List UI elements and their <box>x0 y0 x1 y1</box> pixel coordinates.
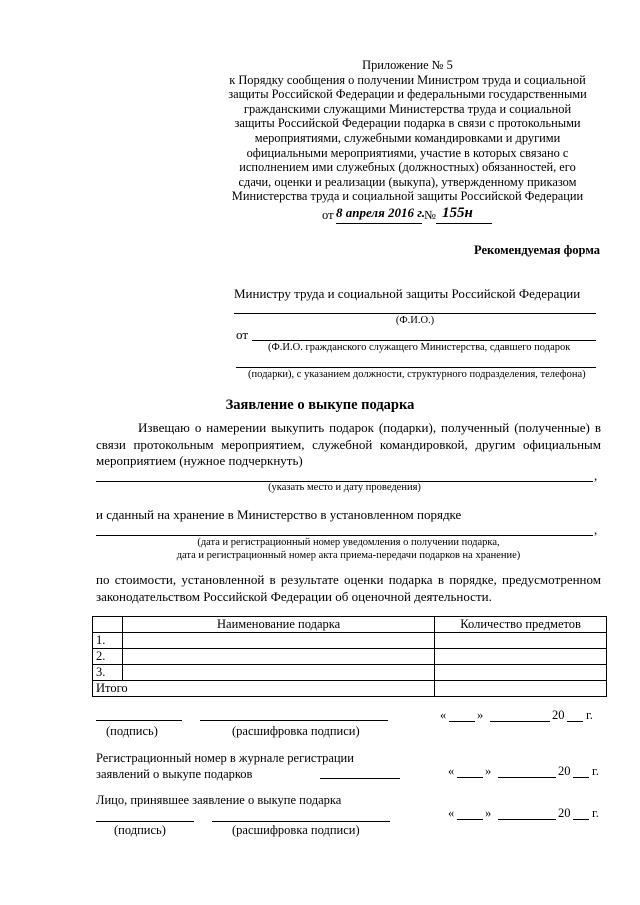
gift-name-cell[interactable] <box>122 649 434 665</box>
total-qty-cell[interactable] <box>435 681 607 697</box>
registration-label-2: заявлений о выкупе подарков <box>96 767 253 781</box>
accepted-signature-hint: (подпись) <box>114 823 166 837</box>
gifts-table <box>92 616 607 697</box>
signature-line[interactable] <box>96 720 182 721</box>
storage-input-line[interactable] <box>96 535 593 536</box>
storage-hint-2: дата и регистрационный номер акта приема-передачи подарков на хранение) <box>176 550 521 561</box>
row-number: 3. <box>93 665 123 681</box>
recommended-form-label: Рекомендуемая форма <box>474 243 600 257</box>
header-line: мероприятиями, служебными командировками и другими <box>254 130 561 145</box>
header-line: Министерства труда и социальной защиты Российской Федерации <box>231 189 584 204</box>
accepted-date-field[interactable] <box>448 806 603 822</box>
table-row <box>93 649 607 665</box>
addressee-to: Министру труда и социальной защиты Российской Федерации <box>234 286 581 301</box>
document-title: Заявление о выкупе подарка <box>225 397 415 413</box>
from-line[interactable] <box>252 340 596 341</box>
year-prefix: 20 <box>558 764 571 778</box>
total-label: Итого <box>93 681 435 697</box>
header-line: сдачи, оценки и реализации (выкупа), утвержденному приказом <box>238 174 577 189</box>
fio-line[interactable] <box>234 313 596 314</box>
gift-qty-cell[interactable] <box>435 665 607 681</box>
quote-open: « <box>448 764 455 778</box>
order-date-number <box>322 205 492 225</box>
table-total-row <box>93 681 607 697</box>
header-line: гражданскими служащими Министерства труда и социальной <box>243 101 572 116</box>
header-line: защиты Российской Федерации и федеральными государственными <box>228 87 587 102</box>
accepted-decoding-line[interactable] <box>212 821 390 822</box>
header-line: к Порядку сообщения о получении Министром труда и социальной <box>229 72 586 87</box>
accepted-decoding-hint: (расшифровка подписи) <box>232 823 360 837</box>
appendix-number: Приложение № 5 <box>362 58 453 72</box>
comma: , <box>594 468 598 483</box>
paragraph-price: по стоимости, установленной в результате оценки подарка в порядке, предусмотренном законодательством Российской Федерации об оценочной деятельности. <box>96 572 601 604</box>
gift-name-cell[interactable] <box>122 665 434 681</box>
quote-close: » <box>485 764 492 778</box>
place-hint: (указать место и дату проведения) <box>268 482 421 493</box>
handwritten-date: 8 апреля 2016 г. <box>336 205 426 220</box>
signature-hint: (подпись) <box>106 724 158 738</box>
gift-name-cell[interactable] <box>122 633 434 649</box>
table-header-row <box>93 617 607 633</box>
year-suffix: г. <box>586 708 593 722</box>
from-hint-2: (подарки), с указанием должности, структурного подразделения, телефона) <box>248 369 586 380</box>
number-prefix: № <box>424 208 436 222</box>
quote-close: » <box>477 708 484 722</box>
header-line: защиты Российской Федерации подарка в связи с протокольными <box>234 116 581 131</box>
registration-date-field[interactable] <box>448 764 603 780</box>
header-line: исполнением ими служебных (должностных) обязанностей, его <box>239 160 576 175</box>
gift-qty-cell[interactable] <box>435 649 607 665</box>
row-number: 1. <box>93 633 123 649</box>
header-line: официальными мероприятиями, участие в которых связано с <box>246 145 569 160</box>
date-field[interactable] <box>440 708 600 724</box>
fio-hint: (Ф.И.О.) <box>395 315 435 326</box>
registration-label-1: Регистрационный номер в журнале регистрации <box>96 751 354 765</box>
year-prefix: 20 <box>558 806 571 820</box>
year-suffix: г. <box>592 806 599 820</box>
storage-hint-1: (дата и регистрационный номер уведомления о получении подарка, <box>197 537 500 548</box>
decoding-hint: (расшифровка подписи) <box>232 724 360 738</box>
from-label: от <box>236 327 249 342</box>
quote-close: » <box>485 806 492 820</box>
quote-open: « <box>440 708 447 722</box>
accepted-signature-line[interactable] <box>96 821 194 822</box>
handwritten-number: 155н <box>442 205 473 221</box>
appendix-header <box>215 58 600 204</box>
table-row <box>93 665 607 681</box>
column-header-name: Наименование подарка <box>122 617 434 633</box>
gift-qty-cell[interactable] <box>435 633 607 649</box>
decoding-line[interactable] <box>200 720 388 721</box>
paragraph-intent: Извещаю о намерении выкупить подарок (подарки), полученный (полученные) в связи протокольным мероприятием, служебной командировкой, другим официальным мероприятием (нужное подчеркнуть) <box>96 420 601 468</box>
registration-number-line[interactable] <box>320 778 400 779</box>
year-prefix: 20 <box>552 708 565 722</box>
date-prefix: от <box>322 208 334 222</box>
comma-2: , <box>594 522 598 537</box>
row-number: 2. <box>93 649 123 665</box>
quote-open: « <box>448 806 455 820</box>
column-header-qty: Количество предметов <box>435 617 607 633</box>
year-suffix: г. <box>592 764 599 778</box>
table-row <box>93 633 607 649</box>
storage-line: и сданный на хранение в Министерство в установленном порядке <box>96 507 462 522</box>
from-hint: (Ф.И.О. гражданского служащего Министерства, сдавшего подарок <box>268 342 571 353</box>
accepted-label: Лицо, принявшее заявление о выкупе подарка <box>96 793 342 807</box>
from-line-2[interactable] <box>236 367 596 368</box>
